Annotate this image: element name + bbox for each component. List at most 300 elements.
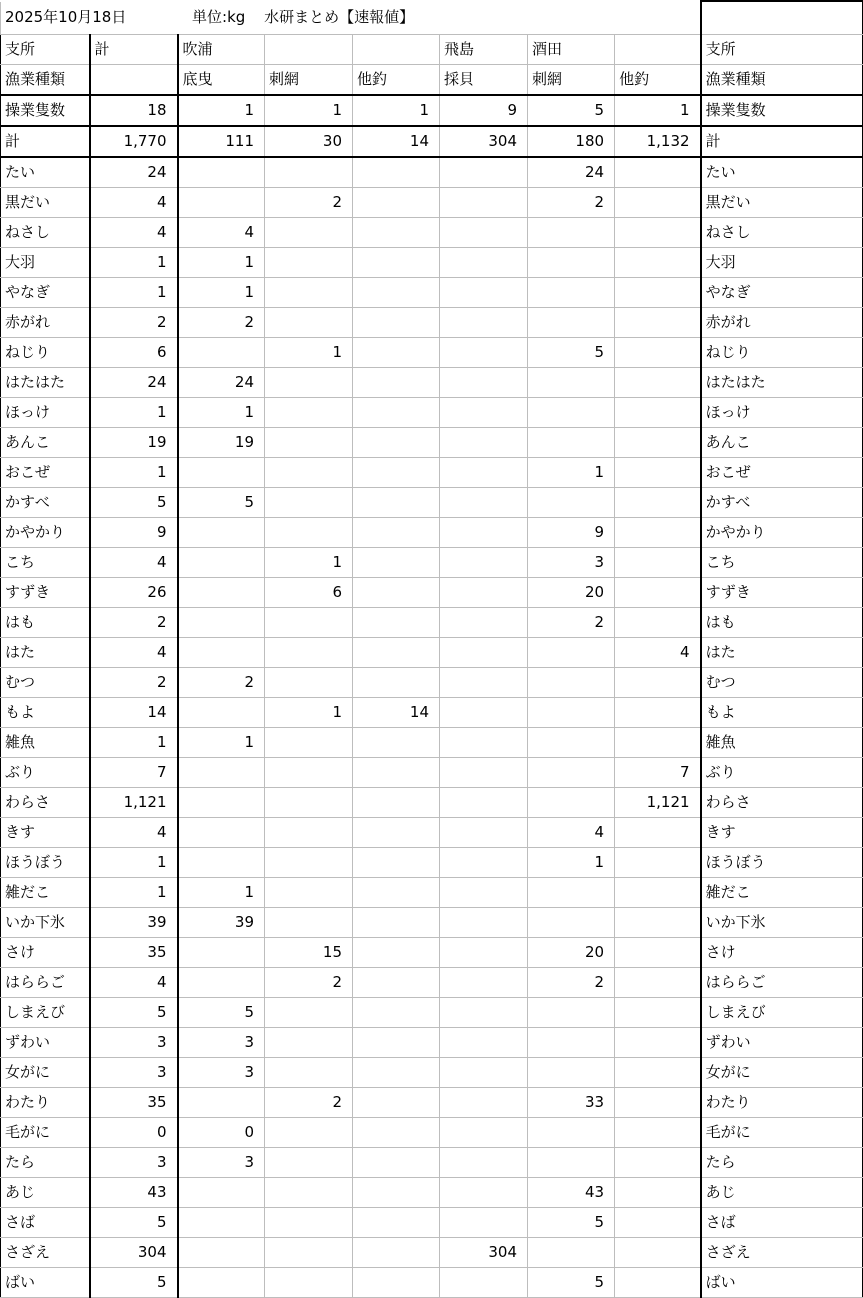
value-cell	[265, 307, 353, 337]
value-cell	[615, 217, 701, 247]
value-cell	[615, 187, 701, 217]
species-label-cell: ほうぼう	[701, 847, 863, 877]
value-cell	[615, 697, 701, 727]
species-label-cell: 支所	[1, 34, 90, 64]
value-cell	[440, 877, 528, 907]
table-row	[1, 1177, 863, 1207]
species-label-cell: むつ	[701, 667, 863, 697]
species-label-cell: 雑魚	[701, 727, 863, 757]
value-cell: 15	[265, 937, 353, 967]
table-row	[1, 187, 863, 217]
value-cell	[265, 907, 353, 937]
value-cell	[178, 637, 265, 667]
value-cell	[440, 457, 528, 487]
value-cell: 刺網	[265, 64, 353, 95]
value-cell	[440, 157, 528, 188]
value-cell	[353, 997, 440, 1027]
value-cell	[353, 217, 440, 247]
value-cell: 1,770	[90, 126, 178, 157]
value-cell: 1	[265, 95, 353, 126]
table-row	[1, 1207, 863, 1237]
value-cell	[440, 1087, 528, 1117]
table-row	[1, 637, 863, 667]
value-cell: 4	[90, 817, 178, 847]
value-cell	[353, 1117, 440, 1147]
value-cell: 2	[528, 187, 615, 217]
value-cell	[440, 967, 528, 997]
species-label-cell: かやかり	[701, 517, 863, 547]
value-cell: 24	[90, 157, 178, 188]
value-cell	[265, 997, 353, 1027]
value-cell	[353, 277, 440, 307]
value-cell: 304	[90, 1237, 178, 1267]
table-row	[1, 907, 863, 937]
value-cell: 3	[90, 1057, 178, 1087]
value-cell	[440, 187, 528, 217]
value-cell	[615, 1027, 701, 1057]
value-cell	[178, 847, 265, 877]
table-row	[1, 427, 863, 457]
species-label-cell: ねさし	[1, 217, 90, 247]
value-cell: 2	[90, 607, 178, 637]
value-cell: 1	[90, 397, 178, 427]
value-cell: 0	[90, 1117, 178, 1147]
species-label-cell: かやかり	[1, 517, 90, 547]
value-cell: 3	[178, 1027, 265, 1057]
species-label-cell: ほっけ	[701, 397, 863, 427]
species-label-cell: ねじり	[701, 337, 863, 367]
value-cell: 1	[178, 727, 265, 757]
value-cell	[353, 247, 440, 277]
species-label-cell: ずわい	[1, 1027, 90, 1057]
species-label-cell: ばい	[1, 1267, 90, 1297]
value-cell: 1	[178, 277, 265, 307]
value-cell	[615, 937, 701, 967]
species-label-cell: 赤がれ	[701, 307, 863, 337]
value-cell	[440, 1207, 528, 1237]
value-cell	[615, 157, 701, 188]
value-cell: 2	[265, 967, 353, 997]
value-cell: 7	[615, 757, 701, 787]
value-cell	[440, 817, 528, 847]
value-cell	[528, 1147, 615, 1177]
value-cell: 304	[440, 126, 528, 157]
value-cell	[265, 217, 353, 247]
value-cell: 2	[90, 667, 178, 697]
table-row	[1, 367, 863, 397]
value-cell	[353, 34, 440, 64]
value-cell: 1	[90, 727, 178, 757]
species-label-cell: はも	[1, 607, 90, 637]
value-cell	[353, 727, 440, 757]
value-cell: 3	[178, 1057, 265, 1087]
value-cell: 2	[178, 667, 265, 697]
species-label-cell: 支所	[701, 34, 863, 64]
value-cell	[440, 1117, 528, 1147]
value-cell	[265, 667, 353, 697]
value-cell	[615, 577, 701, 607]
species-label-cell: ねじり	[1, 337, 90, 367]
value-cell: 1	[265, 337, 353, 367]
species-label-cell: さけ	[701, 937, 863, 967]
blank-cell	[701, 1, 863, 34]
value-cell	[353, 877, 440, 907]
table-row	[1, 607, 863, 637]
value-cell: 5	[528, 337, 615, 367]
value-cell	[265, 817, 353, 847]
species-label-cell: さば	[1, 1207, 90, 1237]
value-cell	[528, 997, 615, 1027]
table-row	[1, 547, 863, 577]
value-cell: 18	[90, 95, 178, 126]
species-label-cell: 操業隻数	[701, 95, 863, 126]
value-cell	[440, 247, 528, 277]
value-cell: 4	[90, 547, 178, 577]
table-row	[1, 577, 863, 607]
value-cell	[440, 1177, 528, 1207]
value-cell: 吹浦	[178, 34, 265, 64]
species-label-cell: もよ	[701, 697, 863, 727]
species-label-cell: 漁業種類	[1, 64, 90, 95]
table-row	[1, 877, 863, 907]
value-cell	[440, 1267, 528, 1297]
header-row	[1, 34, 863, 64]
value-cell	[353, 1057, 440, 1087]
value-cell	[265, 1117, 353, 1147]
value-cell	[528, 397, 615, 427]
table-row	[1, 1027, 863, 1057]
value-cell	[528, 637, 615, 667]
species-label-cell: やなぎ	[1, 277, 90, 307]
value-cell	[178, 817, 265, 847]
value-cell	[440, 907, 528, 937]
value-cell	[265, 427, 353, 457]
value-cell: 2	[265, 187, 353, 217]
value-cell	[440, 607, 528, 637]
value-cell	[265, 367, 353, 397]
species-label-cell: 毛がに	[1, 1117, 90, 1147]
value-cell	[440, 517, 528, 547]
value-cell	[528, 757, 615, 787]
species-label-cell: むつ	[1, 667, 90, 697]
species-label-cell: しまえび	[1, 997, 90, 1027]
value-cell	[178, 1267, 265, 1297]
table-row	[1, 307, 863, 337]
report-heading	[178, 1, 615, 34]
species-label-cell: 女がに	[701, 1057, 863, 1087]
value-cell	[265, 34, 353, 64]
unit-label: 単位:kg	[192, 8, 246, 26]
value-cell	[178, 757, 265, 787]
value-cell: 3	[90, 1147, 178, 1177]
value-cell: 他釣	[615, 64, 701, 95]
value-cell: 5	[178, 997, 265, 1027]
value-cell	[353, 847, 440, 877]
species-label-cell: ほっけ	[1, 397, 90, 427]
value-cell	[353, 367, 440, 397]
value-cell	[353, 427, 440, 457]
value-cell: 39	[178, 907, 265, 937]
value-cell	[353, 487, 440, 517]
value-cell: 43	[528, 1177, 615, 1207]
species-label-cell: こち	[1, 547, 90, 577]
species-label-cell: 黒だい	[1, 187, 90, 217]
value-cell	[440, 367, 528, 397]
value-cell	[528, 307, 615, 337]
value-cell: 4	[90, 217, 178, 247]
value-cell: 4	[178, 217, 265, 247]
species-label-cell: ばい	[701, 1267, 863, 1297]
table-row	[1, 937, 863, 967]
value-cell	[615, 517, 701, 547]
species-label-cell: 大羽	[701, 247, 863, 277]
value-cell	[178, 1087, 265, 1117]
value-cell: 1	[265, 697, 353, 727]
value-cell	[615, 34, 701, 64]
value-cell: 1	[528, 847, 615, 877]
value-cell	[178, 517, 265, 547]
value-cell	[615, 817, 701, 847]
value-cell	[353, 937, 440, 967]
species-label-cell: こち	[701, 547, 863, 577]
species-label-cell: あんこ	[701, 427, 863, 457]
value-cell: 7	[90, 757, 178, 787]
value-cell: 1	[265, 547, 353, 577]
value-cell	[353, 547, 440, 577]
value-cell: 24	[528, 157, 615, 188]
species-label-cell: 大羽	[1, 247, 90, 277]
species-label-cell: はた	[701, 637, 863, 667]
value-cell: 19	[178, 427, 265, 457]
value-cell	[528, 787, 615, 817]
value-cell: 5	[90, 997, 178, 1027]
species-label-cell: わらさ	[1, 787, 90, 817]
value-cell	[528, 697, 615, 727]
value-cell	[265, 607, 353, 637]
value-cell: 43	[90, 1177, 178, 1207]
species-label-cell: かすべ	[701, 487, 863, 517]
value-cell: 26	[90, 577, 178, 607]
species-label-cell: おこぜ	[1, 457, 90, 487]
value-cell	[440, 787, 528, 817]
value-cell: 1,121	[615, 787, 701, 817]
value-cell: 14	[353, 126, 440, 157]
value-cell: 6	[265, 577, 353, 607]
value-cell: 5	[90, 487, 178, 517]
value-cell	[440, 547, 528, 577]
value-cell	[353, 307, 440, 337]
value-cell	[178, 967, 265, 997]
species-label-cell: さざえ	[701, 1237, 863, 1267]
species-label-cell: たい	[701, 157, 863, 188]
value-cell	[615, 1057, 701, 1087]
value-cell	[265, 487, 353, 517]
value-cell	[615, 247, 701, 277]
table-row	[1, 817, 863, 847]
value-cell: 111	[178, 126, 265, 157]
value-cell: 4	[90, 637, 178, 667]
table-row	[1, 667, 863, 697]
species-label-cell: ぶり	[1, 757, 90, 787]
value-cell: 20	[528, 577, 615, 607]
value-cell	[528, 907, 615, 937]
species-label-cell: すずき	[701, 577, 863, 607]
value-cell	[353, 157, 440, 188]
value-cell	[265, 1267, 353, 1297]
value-cell: 3	[178, 1147, 265, 1177]
value-cell	[615, 427, 701, 457]
value-cell	[528, 247, 615, 277]
species-label-cell: 赤がれ	[1, 307, 90, 337]
value-cell: 4	[90, 967, 178, 997]
species-label-cell: 雑だこ	[1, 877, 90, 907]
species-label-cell: はも	[701, 607, 863, 637]
value-cell	[353, 457, 440, 487]
value-cell	[440, 1057, 528, 1087]
species-label-cell: わたり	[701, 1087, 863, 1117]
value-cell	[265, 1147, 353, 1177]
species-label-cell: 女がに	[1, 1057, 90, 1087]
value-cell	[353, 637, 440, 667]
value-cell: 0	[178, 1117, 265, 1147]
species-label-cell: かすべ	[1, 487, 90, 517]
value-cell	[615, 1207, 701, 1237]
value-cell	[528, 667, 615, 697]
table-row	[1, 247, 863, 277]
table-row	[1, 337, 863, 367]
table-row	[1, 1237, 863, 1267]
value-cell	[528, 487, 615, 517]
value-cell: 5	[528, 95, 615, 126]
value-cell: 1	[178, 877, 265, 907]
value-cell	[353, 757, 440, 787]
value-cell	[440, 1147, 528, 1177]
value-cell: 6	[90, 337, 178, 367]
value-cell	[353, 517, 440, 547]
value-cell	[265, 877, 353, 907]
value-cell: 飛島	[440, 34, 528, 64]
value-cell: 3	[90, 1027, 178, 1057]
table-row	[1, 397, 863, 427]
value-cell	[265, 457, 353, 487]
species-label-cell: もよ	[1, 697, 90, 727]
table-row	[1, 217, 863, 247]
value-cell	[178, 1207, 265, 1237]
table-row	[1, 847, 863, 877]
value-cell	[353, 1147, 440, 1177]
value-cell	[440, 337, 528, 367]
value-cell	[615, 847, 701, 877]
value-cell	[353, 607, 440, 637]
ops-row	[1, 95, 863, 126]
table-row	[1, 1117, 863, 1147]
value-cell	[440, 847, 528, 877]
value-cell	[440, 307, 528, 337]
species-label-cell: 毛がに	[701, 1117, 863, 1147]
value-cell	[353, 1087, 440, 1117]
value-cell: 1	[178, 247, 265, 277]
value-cell: 3	[528, 547, 615, 577]
value-cell: 計	[90, 34, 178, 64]
value-cell: 24	[90, 367, 178, 397]
table-row	[1, 1057, 863, 1087]
value-cell: 30	[265, 126, 353, 157]
table-row	[1, 967, 863, 997]
value-cell	[615, 997, 701, 1027]
species-label-cell: さざえ	[1, 1237, 90, 1267]
species-label-cell: たら	[1, 1147, 90, 1177]
value-cell	[353, 397, 440, 427]
value-cell	[440, 697, 528, 727]
value-cell	[178, 337, 265, 367]
table-row	[1, 727, 863, 757]
value-cell	[353, 907, 440, 937]
value-cell	[440, 217, 528, 247]
value-cell	[528, 1027, 615, 1057]
value-cell	[178, 1177, 265, 1207]
species-label-cell: きす	[1, 817, 90, 847]
value-cell: 5	[528, 1267, 615, 1297]
species-label-cell: あじ	[1, 1177, 90, 1207]
value-cell	[353, 1237, 440, 1267]
value-cell	[528, 217, 615, 247]
value-cell	[528, 727, 615, 757]
value-cell: 4	[615, 637, 701, 667]
value-cell	[528, 877, 615, 907]
value-cell	[265, 157, 353, 188]
value-cell	[615, 277, 701, 307]
value-cell: 180	[528, 126, 615, 157]
value-cell	[265, 277, 353, 307]
value-cell: 304	[440, 1237, 528, 1267]
value-cell: 1,121	[90, 787, 178, 817]
value-cell: 底曳	[178, 64, 265, 95]
value-cell	[615, 487, 701, 517]
value-cell	[178, 457, 265, 487]
species-label-cell: 計	[1, 126, 90, 157]
value-cell: 14	[90, 697, 178, 727]
table-row	[1, 697, 863, 727]
value-cell: 刺網	[528, 64, 615, 95]
value-cell	[353, 187, 440, 217]
value-cell: 5	[90, 1207, 178, 1237]
value-cell	[353, 967, 440, 997]
value-cell	[265, 1027, 353, 1057]
table-row	[1, 757, 863, 787]
value-cell: 2	[528, 607, 615, 637]
species-label-cell: やなぎ	[701, 277, 863, 307]
blank-cell	[615, 1, 701, 34]
value-cell	[615, 307, 701, 337]
species-label-cell: 計	[701, 126, 863, 157]
value-cell: 9	[440, 95, 528, 126]
value-cell	[265, 1177, 353, 1207]
value-cell	[615, 667, 701, 697]
value-cell	[615, 967, 701, 997]
value-cell: 2	[528, 967, 615, 997]
value-cell: 5	[528, 1207, 615, 1237]
species-label-cell: あじ	[701, 1177, 863, 1207]
value-cell	[615, 547, 701, 577]
species-label-cell: さば	[701, 1207, 863, 1237]
value-cell	[265, 1207, 353, 1237]
value-cell	[528, 1237, 615, 1267]
value-cell	[178, 547, 265, 577]
value-cell: 20	[528, 937, 615, 967]
value-cell: 5	[90, 1267, 178, 1297]
value-cell	[440, 667, 528, 697]
value-cell	[178, 787, 265, 817]
